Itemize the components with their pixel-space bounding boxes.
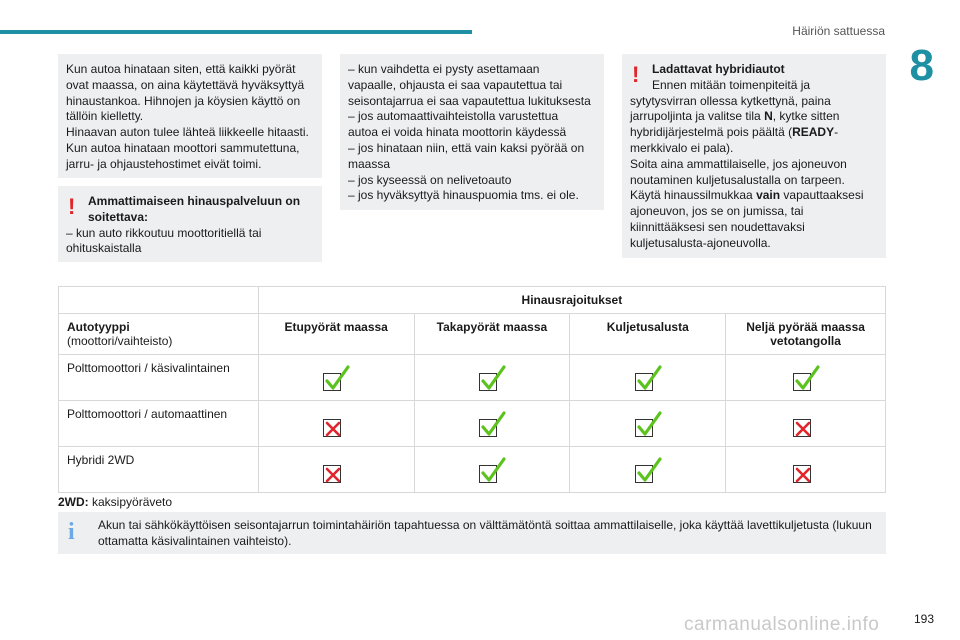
table-row	[59, 401, 886, 447]
chapter-number: 8	[909, 41, 934, 90]
mark-cell	[726, 401, 886, 447]
check-icon	[635, 365, 661, 391]
check-icon	[635, 411, 661, 437]
table-row	[59, 355, 886, 401]
text-line: – kun vaihdetta ei pysty asettamaan	[348, 62, 540, 76]
warning-box-hybrid	[622, 54, 886, 258]
text-line: tällöin kielletty.	[66, 109, 144, 124]
table-body	[59, 355, 886, 493]
mark-cell	[414, 447, 570, 493]
text-line: kuljetusalusta-ajoneuvolla.	[630, 235, 771, 250]
mark-cell	[414, 355, 570, 401]
mark-cell	[258, 401, 414, 447]
text-line: – jos kyseessä on nelivetoauto	[348, 172, 512, 187]
mark-cell	[258, 447, 414, 493]
page-number: 193	[913, 612, 934, 626]
towing-restrictions-table	[58, 286, 886, 493]
table-corner-cell	[59, 287, 259, 314]
check-icon	[479, 457, 505, 483]
mark-cell	[726, 447, 886, 493]
row-label: Polttomoottori / käsivalintainen	[59, 355, 259, 401]
text-line: autoa ei voida hinata moottorin käydessä	[348, 125, 567, 140]
table-header-row	[59, 314, 886, 355]
check-icon	[323, 365, 349, 391]
warning-icon: !	[632, 62, 640, 87]
towing-info-box	[58, 54, 322, 178]
text-line: Ennen mitään toimenpiteitä ja	[652, 77, 811, 92]
text-line: Soita aina ammattilaiselle, jos ajoneuvon	[630, 156, 847, 171]
mark-cell	[414, 401, 570, 447]
text-line: ovat maassa, on aina käytettävä hyväksyttyä	[66, 77, 305, 92]
mark-cell	[570, 355, 726, 401]
text-line: merkkivalo ei pala).	[630, 140, 734, 155]
check-icon	[479, 365, 505, 391]
row-label: Hybridi 2WD	[59, 447, 259, 493]
text-line: Akun tai sähkökäyttöisen seisontajarrun toimintahäiriön tapahtuessa on välttämätöntä soittaa ammattilaiselle, joka käyttää lavettikuljetusta (lukuun	[98, 518, 872, 532]
table-row	[59, 447, 886, 493]
text-line: Käytä hinaussilmukkaa vain vapauttaaksesi	[630, 188, 864, 203]
warning-box-professional	[58, 186, 322, 262]
section-title: Häiriön sattuessa	[792, 24, 885, 38]
warning-title: Ladattavat hybridiautot	[652, 62, 785, 76]
text-line: – jos hyväksyttyä hinauspuomia tms. ei ole.	[348, 188, 579, 203]
text-line: seisontajarrua ei saa vapautettua lukituksesta	[348, 93, 591, 108]
cross-icon	[323, 411, 349, 437]
mark-cell	[570, 401, 726, 447]
footnote: 2WD: kaksipyöräveto	[58, 495, 173, 509]
text-line: ottamatta käsivalintainen vaihteisto).	[98, 533, 292, 548]
text-line: Kun autoa hinataan siten, että kaikki pyörät	[66, 62, 296, 76]
warning-box-continued	[340, 54, 604, 210]
mark-cell	[570, 447, 726, 493]
column-header: Kuljetusalusta	[570, 314, 726, 355]
text-line: kiinnittääksesi sen noudettavaksi	[630, 219, 805, 234]
check-icon	[479, 411, 505, 437]
check-icon	[793, 365, 819, 391]
warning-title: soitettava:	[88, 209, 149, 224]
mark-cell	[726, 355, 886, 401]
text-line: – jos hinataan niin, että vain kaksi pyörää on	[348, 140, 585, 155]
cross-icon	[323, 457, 349, 483]
text-line: Kun autoa hinataan moottori sammutettuna,	[66, 140, 300, 155]
text-line: ohituskaistalla	[66, 241, 142, 256]
warning-title: Ammattimaiseen hinauspalveluun on	[88, 194, 301, 208]
mark-cell	[258, 355, 414, 401]
warning-icon: !	[68, 194, 76, 219]
text-line: maassa	[348, 156, 391, 171]
column-header: Etupyörät maassa	[258, 314, 414, 355]
text-line: – kun auto rikkoutuu moottoritiellä tai	[66, 225, 262, 240]
text-line: noutaminen kuljetusalustalla on tarpeen.	[630, 172, 845, 187]
info-icon: i	[68, 519, 75, 545]
text-line: ajoneuvon, jos se on jumissa, tai	[630, 204, 804, 219]
column-header-vehicle-type: Autotyyppi (moottori/vaihteisto)	[59, 314, 259, 355]
header-accent-bar	[0, 30, 472, 34]
text-line: jarrupoljinta ja valitse tila N, kytke sitten	[630, 109, 840, 124]
cross-icon	[793, 457, 819, 483]
text-line: hinaustankoa. Hihnojen ja köysien käyttö on	[66, 93, 301, 108]
row-label: Polttomoottori / automaattinen	[59, 401, 259, 447]
table-group-header: Hinausrajoitukset	[258, 287, 885, 314]
column-header: Neljä pyörää maassa vetotangolla	[726, 314, 886, 355]
text-line: Hinaavan auton tulee lähteä liikkeelle hitaasti.	[66, 125, 309, 140]
text-line: jarru- ja ohjaustehostimet eivät toimi.	[66, 156, 262, 171]
text-line: hybridijärjestelmä pois päältä (READY-	[630, 125, 839, 140]
text-line: sytytysvirran ollessa kytkettynä, paina	[630, 93, 831, 108]
text-line: vapaalle, ohjausta ei saa vapautettua tai	[348, 77, 563, 92]
check-icon	[635, 457, 661, 483]
info-box-battery	[58, 512, 886, 554]
watermark: carmanualsonline.info	[684, 614, 880, 635]
column-header: Takapyörät maassa	[414, 314, 570, 355]
text-line: – jos automaattivaihteistolla varustettua	[348, 109, 559, 124]
table-group-header-row	[59, 287, 886, 314]
cross-icon	[793, 411, 819, 437]
